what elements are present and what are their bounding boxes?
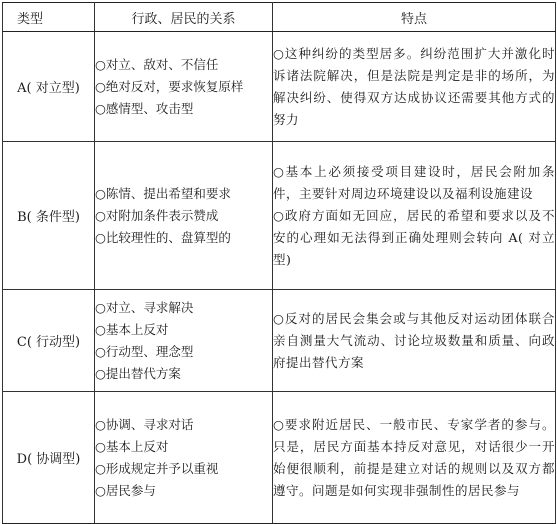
features-cell	[273, 142, 556, 290]
relation-item: ○居民参与	[95, 482, 156, 498]
relation-item: ○提出替代方案	[95, 365, 181, 381]
conflict-type-table	[2, 2, 556, 524]
type-cell: C( 行动型)	[3, 290, 95, 392]
relation-item: ○协调、寻求对话	[95, 416, 194, 432]
relation-item: ○行动型、理念型	[95, 343, 194, 359]
relations-cell	[95, 290, 273, 392]
features-cell	[273, 32, 556, 142]
feature-paragraph: ○要求附近居民、一般市民、专家学者的参与。只是，居民方面基本持反对意见，对话很少一开始便很顺利，前提是建立对话的规则以及双方都遵守。问题是如何实现非强制性的居民参与	[273, 416, 555, 498]
relations-cell	[95, 142, 273, 290]
relation-item: ○基本上反对	[95, 321, 169, 337]
feature-paragraph: ○基本上必须接受项目建设时，居民会附加条件，主要针对周边环境建设以及福利设施建设	[273, 163, 555, 201]
table-row	[3, 142, 556, 290]
relation-item: ○对附加条件表示赞成	[95, 207, 219, 223]
relations-cell	[95, 392, 273, 524]
relation-item: ○绝对反对，要求恢复原样	[95, 78, 244, 94]
type-cell: D( 协调型)	[3, 392, 95, 524]
type-cell: A( 对立型)	[3, 32, 95, 142]
relation-item: ○感情型、攻击型	[95, 100, 194, 116]
table-row	[3, 290, 556, 392]
feature-paragraph: ○这种纠纷的类型居多。纠纷范围扩大并激化时诉诸法院解决，但是法院是判定是非的场所，为解决纠纷、使得双方达成协议还需要其他方式的努力	[273, 45, 555, 127]
relation-item: ○基本上反对	[95, 438, 169, 454]
feature-paragraph: ○政府方面如无回应，居民的希望和要求以及不安的心理如无法得到正确处理则会转向 A( 对立型)	[273, 207, 555, 267]
relations-cell	[95, 32, 273, 142]
header-relations: 行政、居民的关系	[95, 3, 273, 32]
header-type: 类型	[3, 3, 95, 32]
relation-item: ○对立、敌对、不信任	[95, 56, 219, 72]
relation-item: ○形成规定并予以重视	[95, 460, 219, 476]
feature-paragraph: ○反对的居民会集会或与其他反对运动团体联合亲自测量大气流动、讨论垃圾数量和质量、向政府提出替代方案	[273, 310, 555, 370]
table-row	[3, 392, 556, 524]
type-cell: B( 条件型)	[3, 142, 95, 290]
features-cell	[273, 392, 556, 524]
header-row	[3, 3, 556, 32]
features-cell	[273, 290, 556, 392]
relation-item: ○对立、寻求解决	[95, 299, 194, 315]
relation-item: ○比较理性的、盘算型的	[95, 229, 231, 245]
header-features: 特点	[273, 3, 556, 32]
table-row	[3, 32, 556, 142]
relation-item: ○陈情、提出希望和要求	[95, 185, 231, 201]
